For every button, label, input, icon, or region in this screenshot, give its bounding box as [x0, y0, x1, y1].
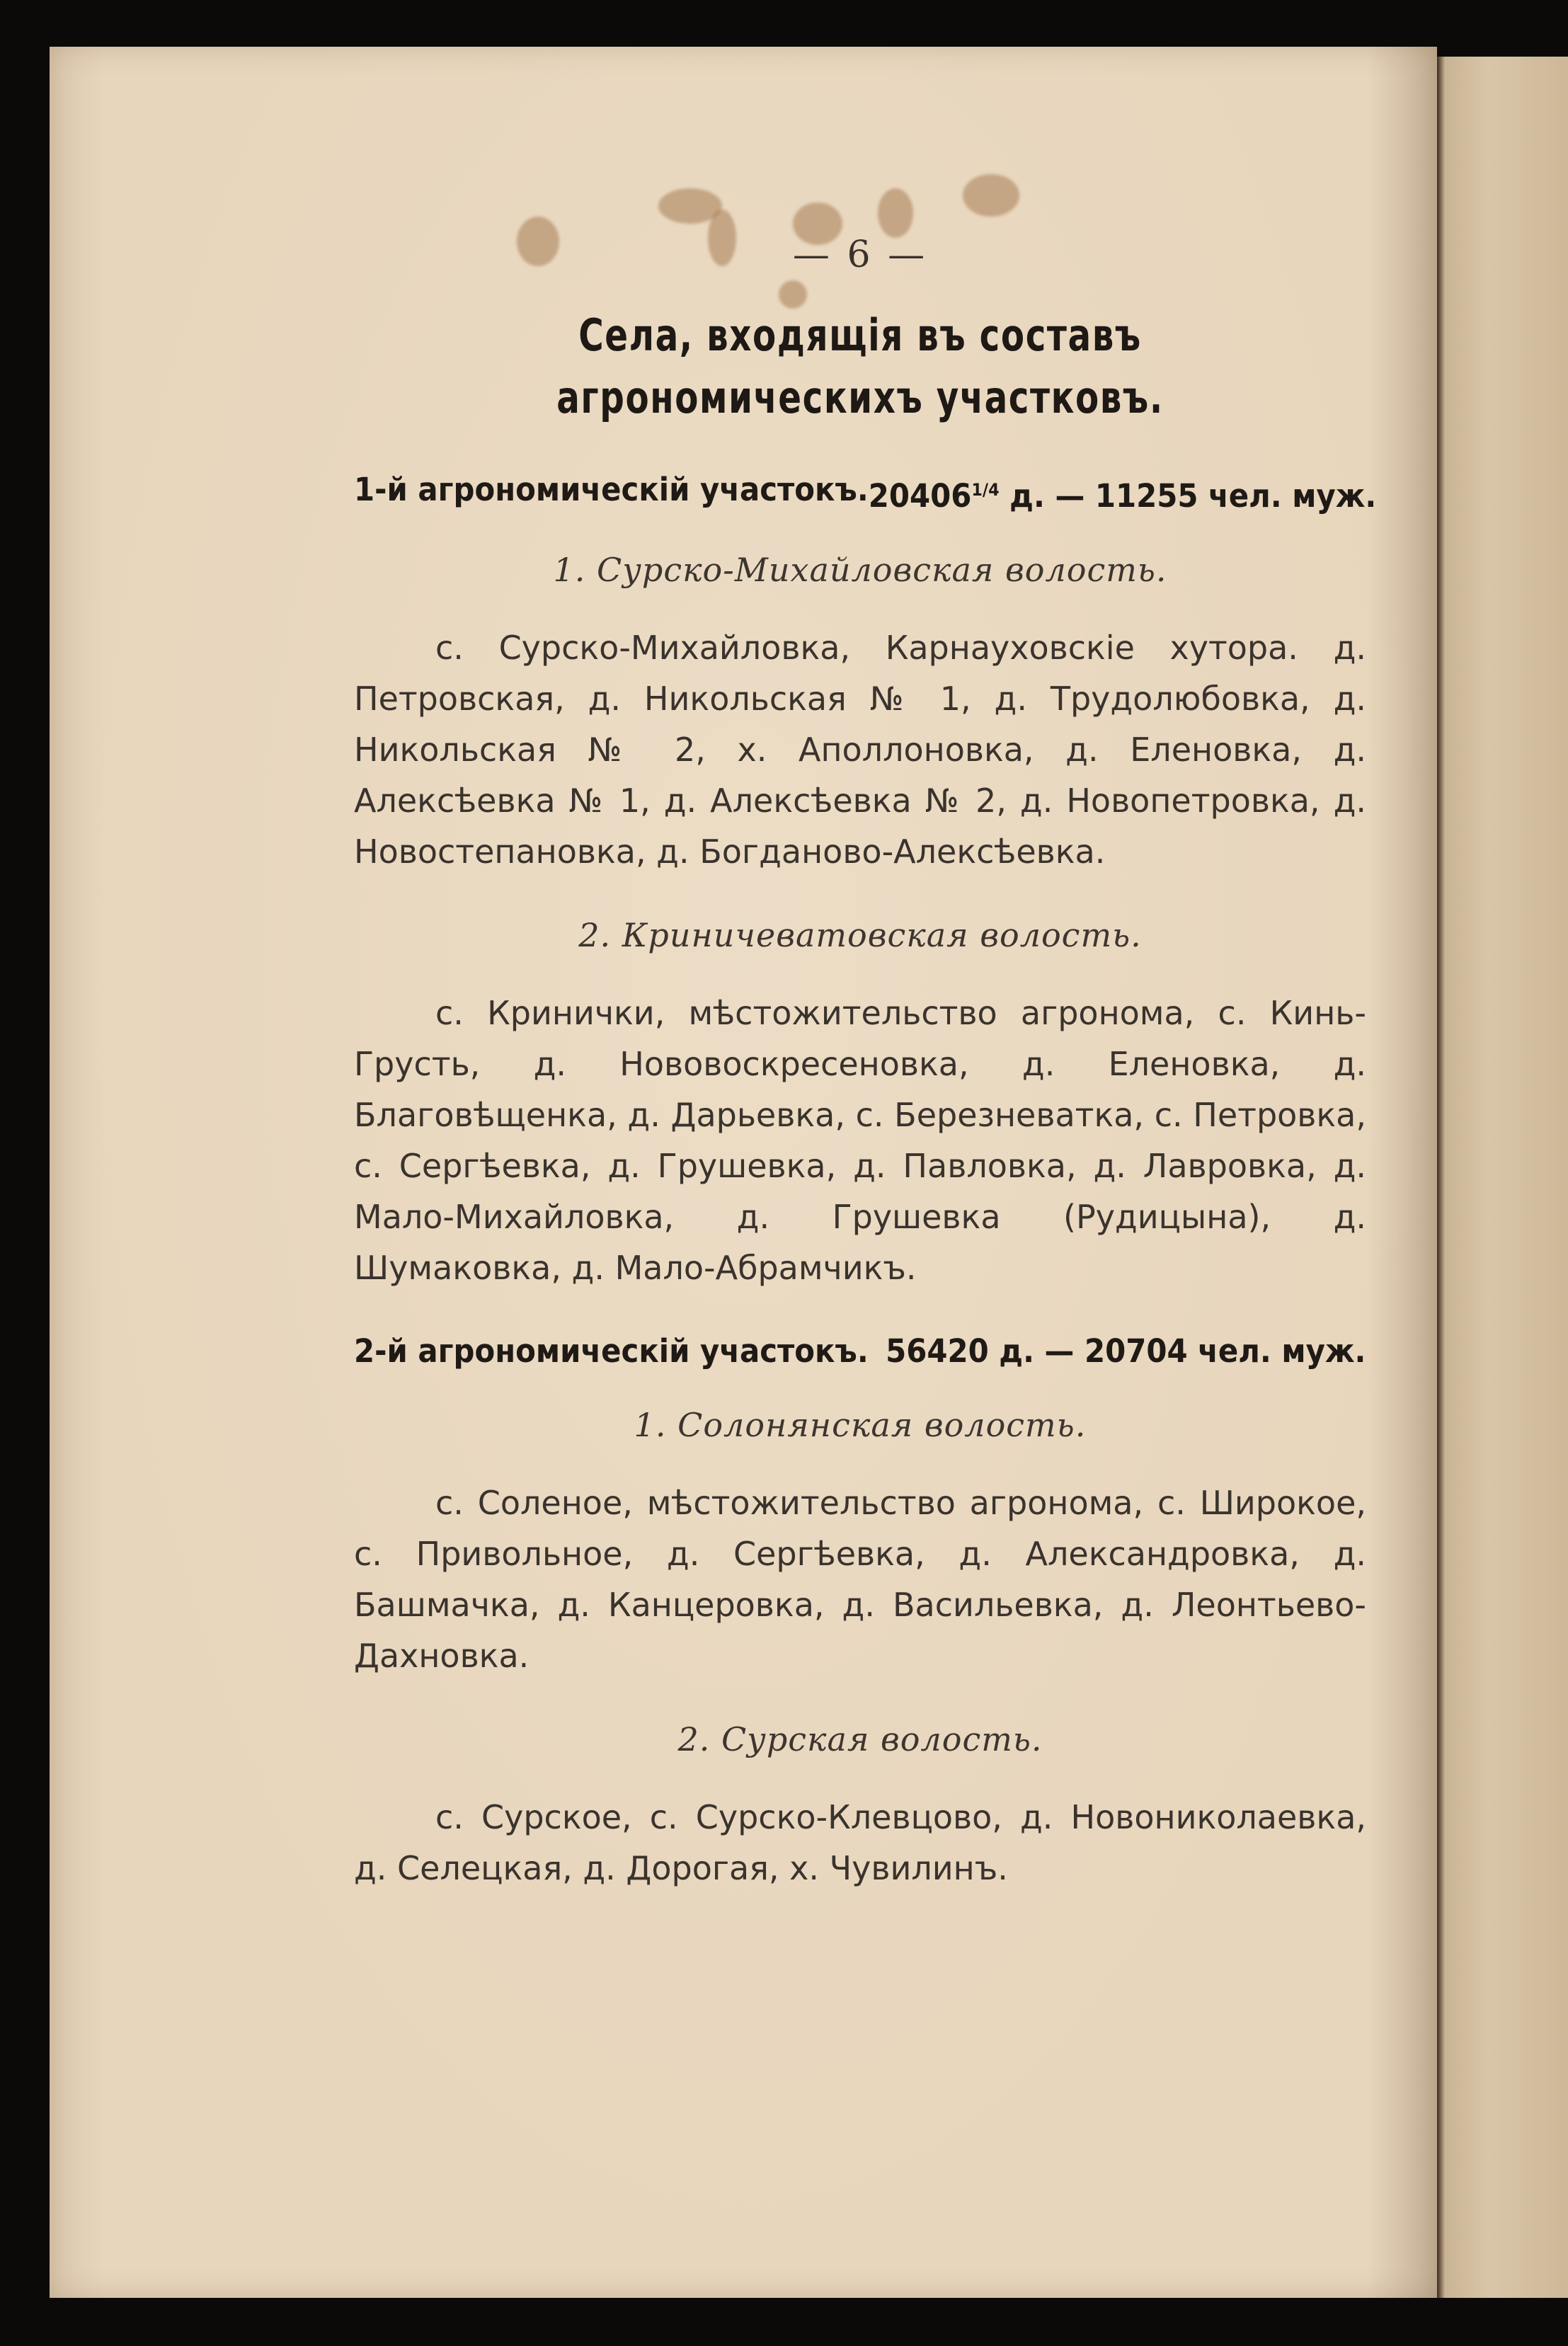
water-stain [963, 174, 1019, 217]
village-list: с. Сурско-Михайловка, Карнауховскіе хутора. д. Петровская, д. Никольская № 1, д. Трудолюбовка, д. Никольская № 2, х. Аполлоновка, д. Еленовка, д. Алексѣевка № 1, д. Алексѣевка № 2, д. Новопетровка, д. Новостепановка, д. Богданово-Алексѣевка. [354, 629, 1366, 871]
district-stats [886, 1330, 1366, 1373]
volost-title: 2. Криничеватовская волость. [578, 916, 1142, 954]
district-label: 2-й агрономическій участокъ. [354, 1332, 869, 1370]
volost-title: 1. Солонянская волость. [634, 1406, 1087, 1444]
next-page-edge [1437, 57, 1568, 2298]
district-heading [354, 469, 1377, 517]
district-area-fraction: 1/4 [971, 480, 1000, 500]
page-content [354, 234, 1377, 1930]
district-population: д. — 11255 чел. муж. [1009, 477, 1377, 515]
volost-title: 1. Сурско-Михайловская волость. [553, 551, 1167, 589]
district-population: д. — 20704 чел. муж. [999, 1332, 1366, 1370]
district-label: 1-й агрономическій участокъ. [354, 471, 869, 508]
district-area: 56420 [886, 1332, 989, 1370]
village-list: с. Сурское, с. Сурско-Клевцово, д. Новониколаевка, д. Селецкая, д. Дорогая, х. Чувилинъ. [354, 1798, 1366, 1887]
page-number: — 6 — [792, 234, 928, 276]
district-area: 20406 [868, 477, 972, 515]
page-title: Села, входящія въ составъ агрономическихъ участковъ. [556, 309, 1164, 423]
village-list: с. Соленое, мѣстожительство агронома, с. Широкое, с. Привольное, д. Сергѣевка, д. Александровка, д. Башмачка, д. Канцеровка, д. Васильевка, д. Леонтьево-Дахновка. [354, 1484, 1366, 1675]
water-stain [878, 188, 913, 238]
district-stats [869, 469, 1377, 517]
volost-title: 2. Сурская волость. [677, 1720, 1043, 1758]
village-list: с. Кринички, мѣстожительство агронома, с. Кинь-Грусть, д. Нововоскресеновка, д. Еленовка, д. Благовѣщенка, д. Дарьевка, с. Березневатка, с. Петровка, с. Сергѣевка, д. Грушевка, д. Павловка, д. Лавровка, д. Мало-Михайловка, д. Грушевка (Рудицына), д. Шумаковка, д. Мало-Абрамчикъ. [354, 994, 1366, 1287]
district-heading [354, 1330, 1366, 1373]
